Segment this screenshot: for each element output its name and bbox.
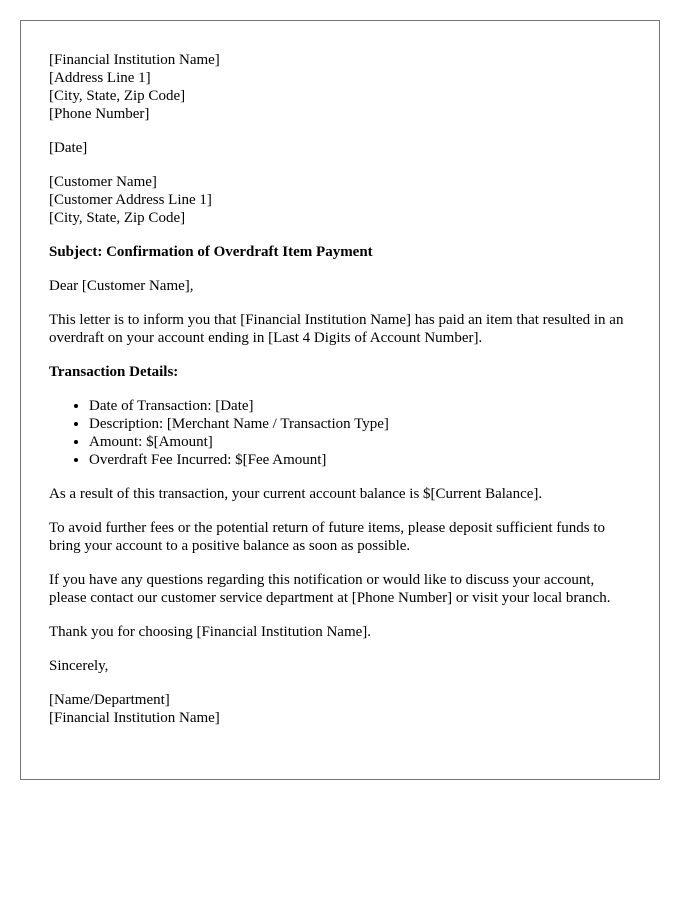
sender-address-line-1: [Address Line 1] — [49, 70, 151, 86]
recipient-name: [Customer Name] — [49, 174, 157, 190]
signature-institution: [Financial Institution Name] — [49, 710, 220, 726]
list-item: • Description: [Merchant Name / Transaction Type] — [89, 415, 631, 433]
recipient-city-state-zip: [City, State, Zip Code] — [49, 210, 186, 226]
letter-subject: Subject: Confirmation of Overdraft Item Payment — [49, 244, 373, 260]
transaction-details-heading: Transaction Details: — [49, 364, 179, 380]
list-item: • Date of Transaction: [Date] — [89, 397, 631, 415]
thanks-paragraph: Thank you for choosing [Financial Institution Name]. — [49, 624, 372, 640]
intro-paragraph: This letter is to inform you that [Financial Institution Name] has paid an item that resulted in an overdraft on your account ending in [Last 4 Digits of Account Number]. — [49, 312, 624, 346]
recipient-address-line-1: [Customer Address Line 1] — [49, 192, 212, 208]
sender-phone: [Phone Number] — [49, 106, 150, 122]
signature-name: [Name/Department] — [49, 692, 170, 708]
transaction-details-list — [49, 397, 631, 469]
sender-city-state-zip: [City, State, Zip Code] — [49, 88, 186, 104]
closing: Sincerely, — [49, 658, 109, 674]
sender-name: [Financial Institution Name] — [49, 52, 220, 68]
signature-block — [49, 691, 631, 727]
balance-paragraph: As a result of this transaction, your current account balance is $[Current Balance]. — [49, 486, 543, 502]
list-item: • Overdraft Fee Incurred: $[Fee Amount] — [89, 451, 631, 469]
sender-address-block — [49, 51, 631, 123]
list-item: • Amount: $[Amount] — [89, 433, 631, 451]
salutation: Dear [Customer Name], — [49, 278, 194, 294]
contact-paragraph: If you have any questions regarding this notification or would like to discuss your account, please contact our customer service department at [Phone Number] or visit your local branch. — [49, 572, 611, 606]
recipient-address-block — [49, 173, 631, 227]
letter-date: [Date] — [49, 140, 88, 156]
letter-document — [20, 20, 660, 780]
advice-paragraph: To avoid further fees or the potential return of future items, please deposit sufficient funds to bring your account to a positive balance as soon as possible. — [49, 520, 606, 554]
